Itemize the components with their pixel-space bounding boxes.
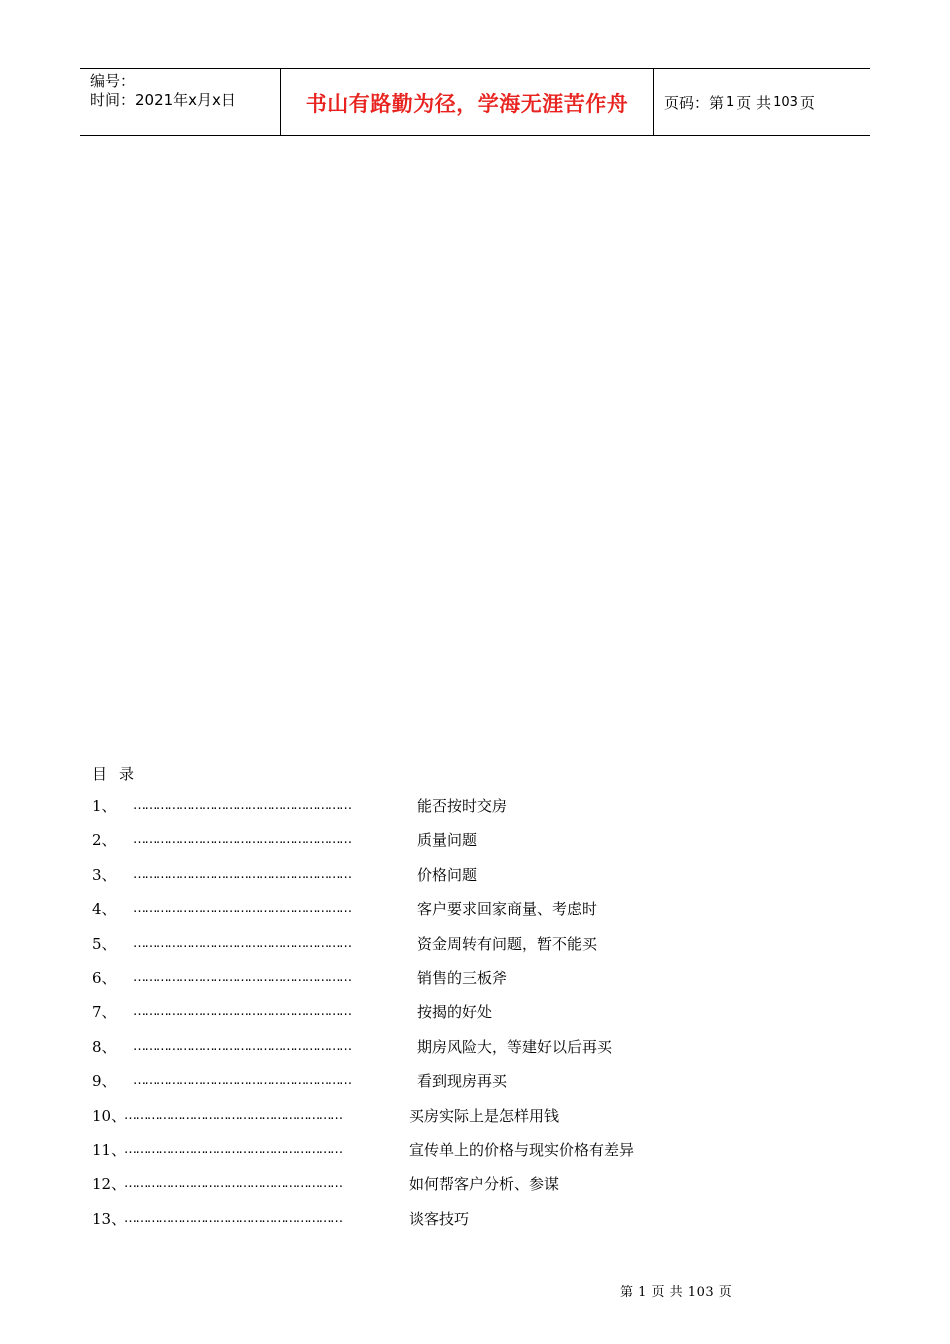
toc-item-number: 5、 (92, 934, 117, 953)
page-footer: 第 1 页 共 103 页 (620, 1285, 733, 1300)
toc-item[interactable] (92, 933, 634, 967)
toc-item-number: 4、 (92, 900, 117, 919)
header-page-cell (654, 69, 870, 135)
toc-item-number: 13、 (92, 1209, 127, 1228)
toc-item-label: 价格问题 (417, 865, 478, 884)
toc-item[interactable] (92, 1139, 634, 1173)
toc-leader-dots: ………………………………………………… (133, 1038, 351, 1054)
toc-item[interactable] (92, 1173, 634, 1207)
toc-leader-dots: ………………………………………………… (133, 935, 351, 951)
toc-leader-dots: ………………………………………………… (124, 1176, 342, 1192)
toc-item-label: 谈客技巧 (409, 1209, 470, 1228)
toc-item-label: 质量问题 (417, 831, 478, 850)
toc-list (92, 795, 634, 1242)
toc-item-number: 11、 (92, 1140, 127, 1159)
toc-item-number: 10、 (92, 1106, 127, 1125)
toc-leader-dots: ………………………………………………… (133, 1073, 351, 1089)
page-mid: 页 共 (736, 93, 772, 112)
toc-leader-dots: ………………………………………………… (133, 866, 351, 882)
toc-leader-dots: ………………………………………………… (133, 969, 351, 985)
toc-item[interactable] (92, 864, 634, 898)
toc-item-label: 宣传单上的价格与现实价格有差异 (409, 1140, 635, 1159)
toc-item[interactable] (92, 795, 634, 829)
toc-item-number: 9、 (92, 1072, 117, 1091)
toc-item-label: 看到现房再买 (417, 1072, 508, 1091)
toc-item-number: 7、 (92, 1003, 117, 1022)
page-total: 103 (773, 94, 798, 110)
header-table (80, 68, 870, 136)
toc-item-label: 如何帮客户分析、参谋 (409, 1175, 560, 1194)
toc-item-label: 买房实际上是怎样用钱 (409, 1106, 560, 1125)
toc-item-label: 按揭的好处 (417, 1003, 493, 1022)
toc-item-number: 2、 (92, 831, 117, 850)
toc-item[interactable] (92, 1001, 634, 1035)
toc-item-number: 8、 (92, 1037, 117, 1056)
page-current: 1 (726, 94, 735, 110)
toc-item-number: 6、 (92, 968, 117, 987)
toc-leader-dots: ………………………………………………… (124, 1141, 342, 1157)
toc-leader-dots: ………………………………………………… (133, 798, 351, 813)
toc-leader-dots: ………………………………………………… (133, 1004, 351, 1020)
toc-title: 目录 (92, 765, 147, 783)
toc-item[interactable] (92, 967, 634, 1001)
toc-leader-dots: ………………………………………………… (133, 901, 351, 917)
toc-item[interactable] (92, 1036, 634, 1070)
toc-item[interactable] (92, 829, 634, 863)
toc-leader-dots: ………………………………………………… (124, 1107, 342, 1123)
toc-item-number: 1、 (92, 797, 117, 815)
toc-item[interactable] (92, 898, 634, 932)
header-meta-cell (80, 69, 281, 135)
toc-leader-dots: ………………………………………………… (133, 832, 351, 848)
date-label: 时间：2021年x月x日 (90, 91, 236, 109)
toc-item-label: 能否按时交房 (417, 797, 508, 815)
header-motto-cell (281, 69, 654, 135)
toc-item-label: 客户要求回家商量、考虑时 (417, 900, 598, 919)
toc-item-label: 销售的三板斧 (417, 968, 508, 987)
toc-item-number: 3、 (92, 865, 117, 884)
toc-item[interactable] (92, 1105, 634, 1139)
toc-item-label: 资金周转有问题，暂不能买 (417, 934, 598, 953)
table-of-contents (92, 762, 634, 1242)
toc-leader-dots: ………………………………………………… (124, 1210, 342, 1226)
motto-text: 书山有路勤为径，学海无涯苦作舟 (305, 92, 629, 116)
toc-item[interactable] (92, 1208, 634, 1242)
serial-label: 编号： (90, 72, 136, 90)
page-suffix: 页 (799, 93, 815, 112)
toc-item[interactable] (92, 1070, 634, 1104)
page-prefix: 页码：第 (664, 93, 725, 112)
toc-item-label: 期房风险大，等建好以后再买 (417, 1037, 613, 1056)
toc-item-number: 12、 (92, 1175, 127, 1194)
